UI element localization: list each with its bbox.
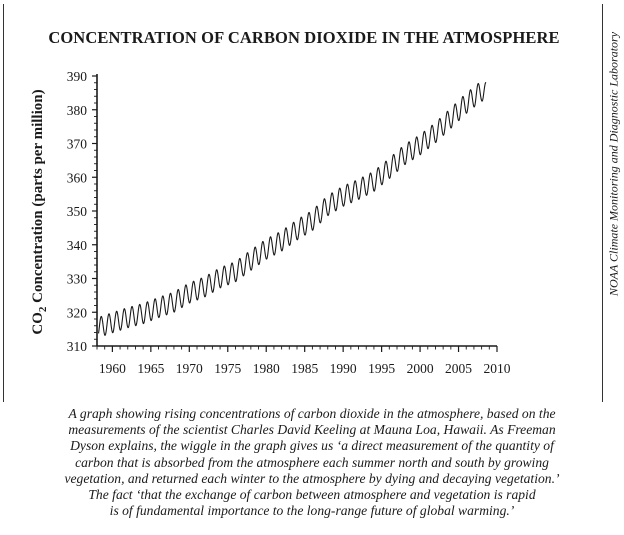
x-tick-label: 1985 xyxy=(291,361,319,376)
tick-labels xyxy=(67,69,511,376)
x-tick-label: 1970 xyxy=(175,361,203,376)
caption-line: Dyson explains, the wiggle in the graph gives us ‘a direct measurement of the quantity of xyxy=(70,438,554,454)
credit-container xyxy=(604,4,624,402)
caption-line: The fact ‘that the exchange of carbon between atmosphere and vegetation is rapid xyxy=(88,487,536,503)
y-tick-label: 350 xyxy=(66,204,87,219)
caption-line: is of fundamental importance to the long-range future of global warming.’ xyxy=(109,503,515,519)
caption-line: measurements of the scientist Charles David Keeling at Mauna Loa, Hawaii. As Freeman xyxy=(68,422,556,438)
y-tick-label: 310 xyxy=(66,339,87,354)
y-tick-label: 320 xyxy=(66,305,87,321)
y-tick-label: 390 xyxy=(66,69,87,84)
caption-line: vegetation, and returned each winter to the atmosphere by dying and decaying vegetation.’ xyxy=(64,470,560,486)
figure-caption xyxy=(6,406,618,519)
y-axis-label-subscript: 2 xyxy=(37,306,49,313)
co2-series-line xyxy=(99,83,487,336)
x-tick-label: 1960 xyxy=(98,361,126,376)
y-axis-label-prefix: CO xyxy=(30,312,46,335)
y-tick-label: 360 xyxy=(66,170,87,186)
x-tick-label: 2010 xyxy=(483,361,511,376)
source-credit: NOAA Climate Monitoring and Diagnostic Laboratory xyxy=(606,31,621,297)
caption-line: A graph showing rising concentrations of carbon dioxide in the atmosphere, based on the xyxy=(68,406,556,421)
y-tick-label: 330 xyxy=(66,271,87,287)
x-tick-label: 1995 xyxy=(368,361,396,376)
y-tick-label: 370 xyxy=(66,136,87,152)
y-axis-label xyxy=(30,89,49,334)
caption-line: carbon that is absorbed from the atmosphere each summer north and south by growing xyxy=(75,454,549,470)
chart-title: CONCENTRATION OF CARBON DIOXIDE IN THE ATMOSPHERE xyxy=(48,28,560,47)
y-tick-label: 380 xyxy=(66,102,87,118)
y-axis-label-suffix: Concentration (parts per million) xyxy=(30,89,46,307)
x-tick-label: 2000 xyxy=(406,361,434,376)
y-tick-label: 340 xyxy=(66,237,87,253)
x-tick-label: 2005 xyxy=(445,361,473,376)
x-tick-label: 1980 xyxy=(252,361,280,376)
x-tick-label: 1975 xyxy=(214,361,242,376)
x-tick-label: 1965 xyxy=(137,361,165,376)
x-tick-label: 1990 xyxy=(329,361,357,376)
